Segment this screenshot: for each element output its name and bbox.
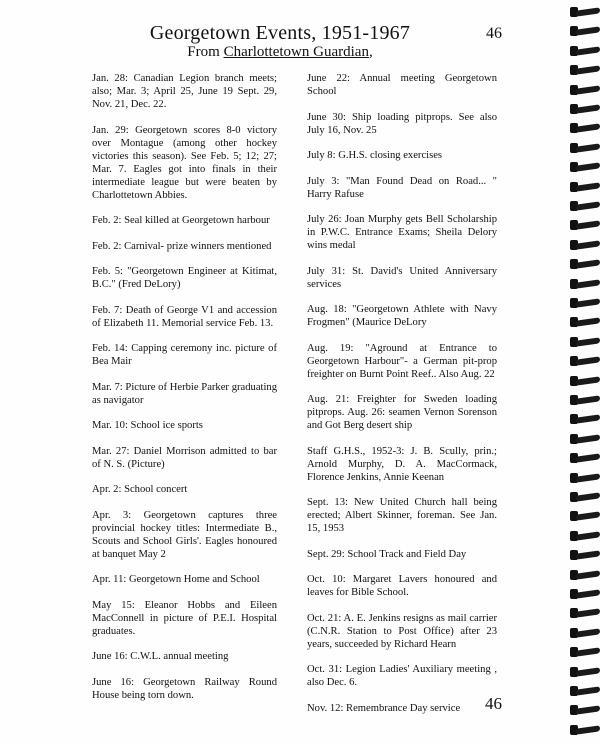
binding-ring: [566, 685, 600, 697]
binding-ring: [566, 433, 600, 445]
left-column: [92, 72, 277, 714]
event-entry: Feb. 7: Death of George V1 and accession of Elizabeth 11. Memorial service Feb. 13.: [92, 304, 277, 329]
binding-ring: [566, 25, 600, 37]
event-entry: Aug. 18: "Georgetown Athlete with Navy Frogmen" (Maurice DeLory: [307, 304, 497, 328]
binding-ring: [566, 103, 600, 115]
binding-ring: [566, 200, 600, 212]
event-entry: Jan. 28: Canadian Legion branch meets; also; Mar. 3; April 25, June 19 Sept. 29, Nov. 21, Dec. 22.: [92, 73, 277, 110]
subtitle-suffix: ,: [368, 44, 373, 60]
binding-ring: [566, 316, 600, 328]
binding-ring: [566, 161, 600, 173]
event-entry: Aug. 19: "Aground at Entrance to Georgetown Harbour"- a German pit-prop freighter on Burnt Point Reef.. Also Aug. 22: [307, 342, 497, 380]
event-entry: Mar. 10: School ice sports: [92, 420, 203, 431]
event-entry: Apr. 11: Georgetown Home and School: [92, 574, 260, 585]
event-entry: Staff G.H.S., 1952-3: J. B. Scully, prin.; Arnold Murphy, D. A. MacCormack, Florence Jenkins, Annie Keenan: [307, 445, 497, 483]
binding-ring: [566, 258, 600, 270]
binding-ring: [566, 45, 600, 57]
binding-ring: [566, 491, 600, 503]
binding-ring: [566, 336, 600, 348]
event-entry: Sept. 13: New United Church hall being erected; Albert Skinner, foreman. See Jan. 15, 1953: [307, 497, 497, 534]
binding-ring: [566, 472, 600, 484]
binding-ring: [566, 181, 600, 193]
binding-ring: [566, 297, 600, 309]
event-entry: July 3: "Man Found Dead on Road... " Harry Rafuse: [307, 175, 497, 200]
event-entry: Apr. 2: School concert: [92, 484, 188, 495]
binding-ring: [566, 394, 600, 406]
binding-ring: [566, 142, 600, 154]
event-entry: Mar. 27: Daniel Morrison admitted to bar of N. S. (Picture): [92, 445, 277, 470]
binding-ring: [566, 588, 600, 600]
event-entry: Aug. 21: Freighter for Sweden loading pitprops. Aug. 26: seamen Vernon Sorenson and Got Berg desert ship: [307, 394, 497, 431]
page-number-bottom: 46: [485, 694, 502, 713]
binding-ring: [566, 607, 600, 619]
event-entry: June 22: Annual meeting Georgetown School: [307, 73, 497, 97]
event-entry: Feb. 14: Capping ceremony inc. picture of Bea Mair: [92, 343, 277, 367]
page-subtitle: [0, 44, 560, 61]
binding-ring: [566, 452, 600, 464]
event-entry: July 26: Joan Murphy gets Bell Scholarship in P.W.C. Entrance Exams; Sheila Delory wins medal: [307, 214, 497, 251]
event-entry: Sept. 29: School Track and Field Day: [307, 548, 467, 560]
subtitle-prefix: From: [187, 44, 224, 60]
event-entry: Feb. 2: Seal killed at Georgetown harbour: [92, 215, 270, 226]
event-entry: July 31: St. David's United Anniversary services: [307, 265, 497, 290]
binding-ring: [566, 530, 600, 542]
event-entry: June 16: Georgetown Railway Round House being torn down.: [92, 676, 277, 701]
binding-ring: [566, 278, 600, 290]
event-entry: July 8: G.H.S. closing exercises: [307, 150, 443, 161]
event-entry: Feb. 5: "Georgetown Engineer at Kitimat, B.C." (Fred DeLory): [92, 266, 277, 290]
page-title: Georgetown Events, 1951-1967: [149, 22, 411, 44]
spiral-binding: [566, 0, 600, 744]
binding-ring: [566, 355, 600, 367]
event-entry: Mar. 7: Picture of Herbie Parker graduating as navigator: [92, 381, 277, 406]
binding-ring: [566, 375, 600, 387]
binding-ring: [566, 84, 600, 96]
event-entry: Jan. 29: Georgetown scores 8-0 victory over Montague (among other hockey victories this season). See Feb. 5; 12; 27; Mar. 7. Eagles got into finals in their intermediate league but were beaten by Charlottetown Abbies.: [92, 124, 277, 201]
binding-ring: [566, 219, 600, 231]
binding-ring: [566, 510, 600, 522]
binding-ring: [566, 627, 600, 639]
event-entry: May 15: Eleanor Hobbs and Eileen MacConnell in picture of P.E.I. Hospital graduates.: [92, 599, 277, 637]
binding-ring: [566, 704, 600, 716]
event-entry: June 16: C.W.L. annual meeting: [92, 651, 229, 662]
binding-ring: [566, 122, 600, 134]
event-entry: Oct. 31: Legion Ladies' Auxiliary meeting , also Dec. 6.: [307, 664, 497, 688]
binding-ring: [566, 549, 600, 561]
event-entry: Nov. 12: Remembrance Day service: [307, 702, 461, 714]
subtitle-source: Charlottetown Guardian: [223, 44, 369, 60]
binding-ring: [566, 64, 600, 76]
binding-ring: [566, 724, 600, 736]
binding-ring: [566, 6, 600, 18]
event-entry: Oct. 10: Margaret Lavers honoured and leaves for Bible School.: [307, 574, 497, 598]
page-number-top: 46: [486, 25, 502, 42]
binding-ring: [566, 646, 600, 658]
event-entry: Oct. 21: A. E. Jenkins resigns as mail carrier (C.N.R. Station to Post Office) after 23 years, succeeded by Richard Hearn: [307, 612, 497, 650]
binding-ring: [566, 569, 600, 581]
binding-ring: [566, 239, 600, 251]
right-column: [307, 72, 497, 727]
binding-ring: [566, 666, 600, 678]
event-entry: Apr. 3: Georgetown captures three provincial hockey titles: Intermediate B., Scouts and School Girls'. Eagles honoured at banquet May 2: [92, 509, 277, 560]
event-entry: June 30: Ship loading pitprops. See also July 16, Nov. 25: [307, 111, 497, 136]
event-entry: Feb. 2: Carnival- prize winners mentioned: [92, 240, 272, 252]
binding-ring: [566, 413, 600, 425]
